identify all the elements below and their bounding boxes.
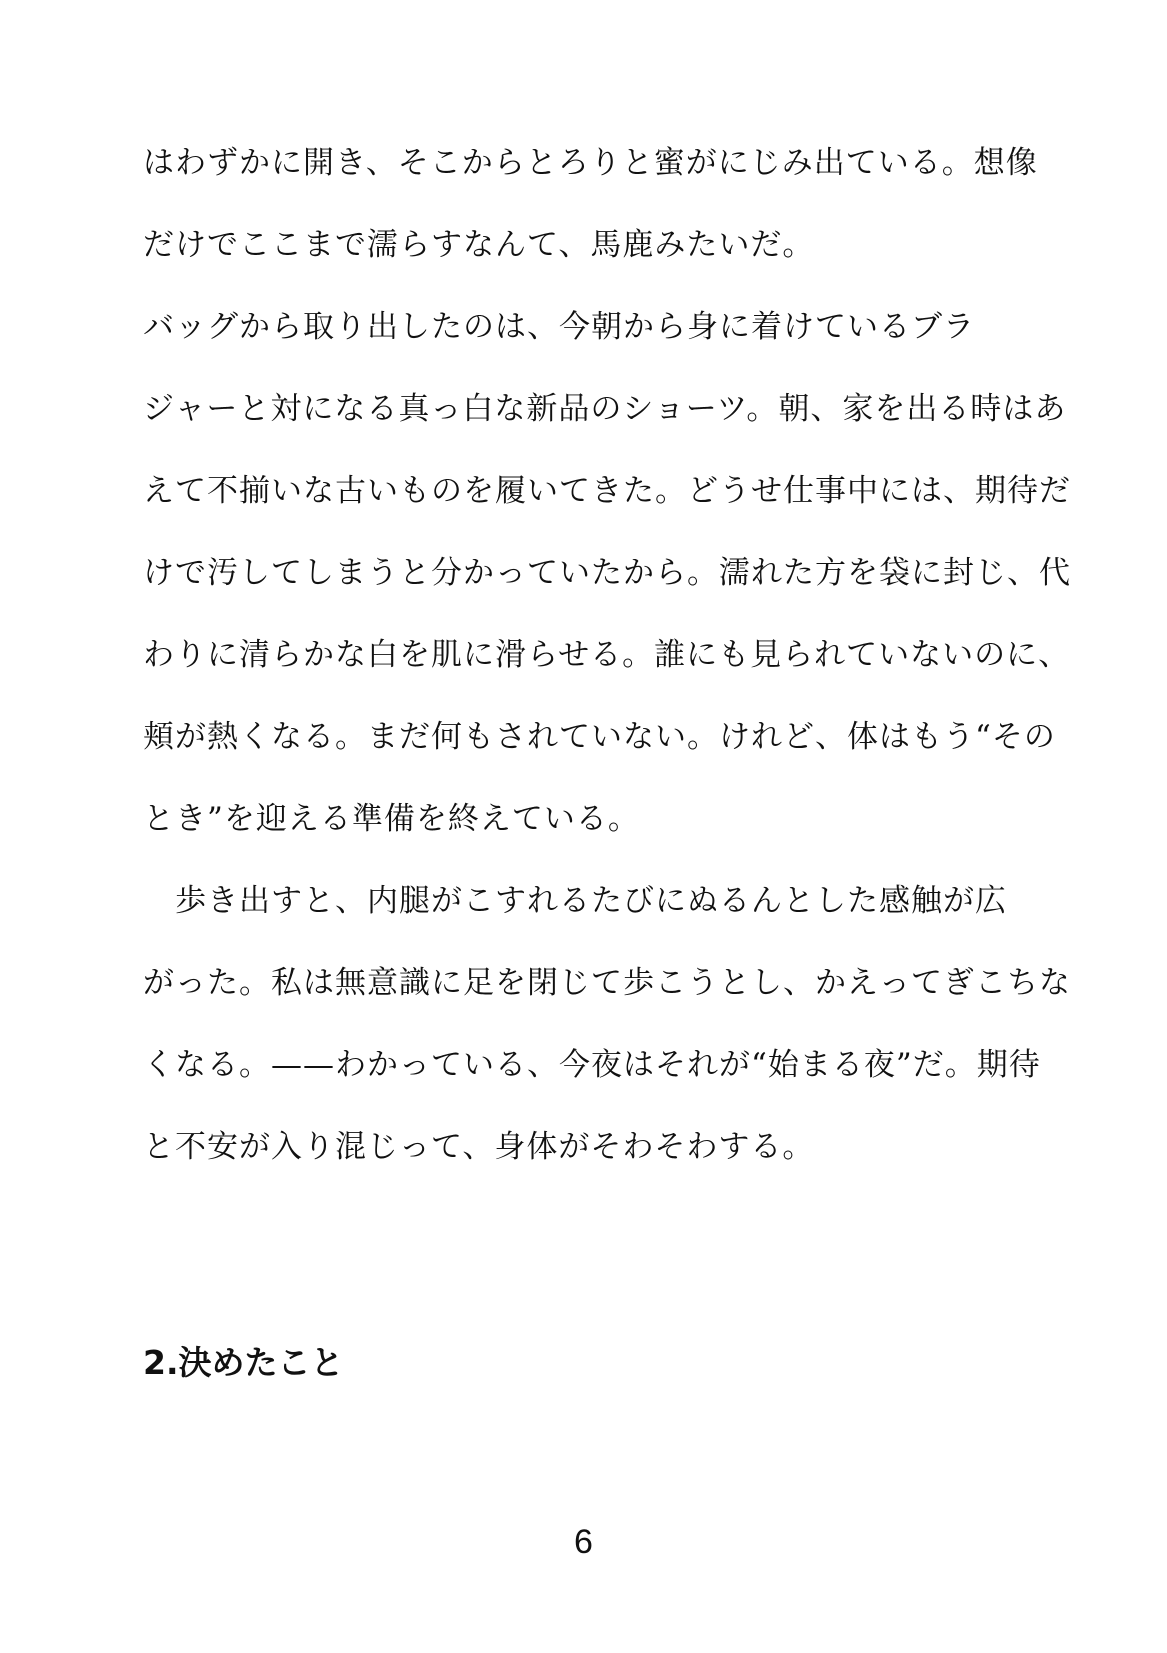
- section-heading: 2.決めたこと: [143, 1343, 344, 1382]
- text-line: えて不揃いな古いものを履いてきた。どうせ仕事中には、期待だ: [143, 473, 1071, 509]
- body-text: [143, 132, 1071, 1198]
- text-line: だけでここまで濡らすなんて、馬鹿みたいだ。: [143, 227, 815, 263]
- text-line: とき”を迎える準備を終えている。: [143, 801, 640, 837]
- text-line: けで汚してしまうと分かっていたから。濡れた方を袋に封じ、代: [143, 555, 1071, 591]
- text-line: はわずかに開き、そこからとろりと蜜がにじみ出ている。想像: [143, 145, 1038, 181]
- text-line: と不安が入り混じって、身体がそわそわする。: [143, 1129, 815, 1165]
- text-line: 頬が熱くなる。まだ何もされていない。けれど、体はもう“その: [143, 719, 1056, 755]
- text-line: がった。私は無意識に足を閉じて歩こうとし、かえってぎこちな: [143, 965, 1071, 1001]
- text-line: 歩き出すと、内腿がこすれるたびにぬるんとした感触が広: [143, 883, 1007, 919]
- text-line: わりに清らかな白を肌に滑らせる。誰にも見られていないのに、: [143, 637, 1071, 673]
- text-line: バッグから取り出したのは、今朝から身に着けているブラ: [143, 309, 975, 345]
- text-line: くなる。——わかっている、今夜はそれが“始まる夜”だ。期待: [143, 1047, 1041, 1083]
- text-line: ジャーと対になる真っ白な新品のショーツ。朝、家を出る時はあ: [143, 391, 1067, 427]
- page-number: 6: [574, 1523, 593, 1561]
